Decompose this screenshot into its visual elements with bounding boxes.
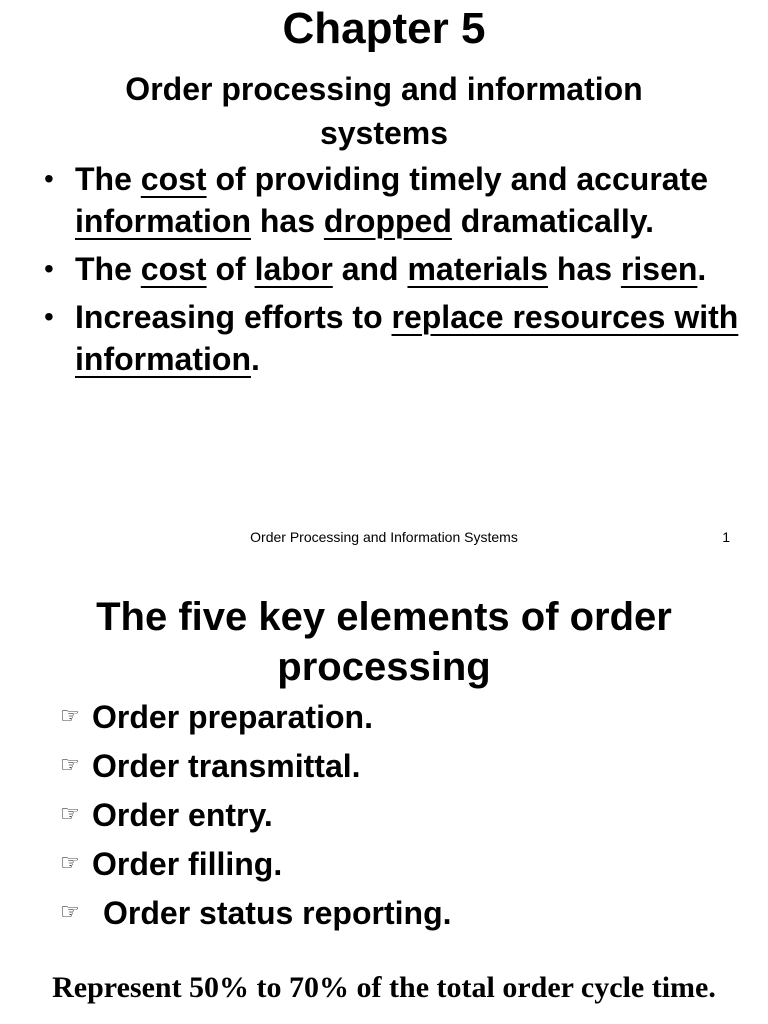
underlined-term: dropped (323, 203, 452, 239)
bullet-item (40, 158, 740, 242)
list-item-label: Order status reporting. (103, 895, 452, 931)
bullet-text: . (697, 251, 707, 287)
list-item (60, 747, 740, 796)
chapter-subtitle: Order processing and information systems (125, 71, 643, 151)
underlined-term: replace resources with information (75, 299, 739, 377)
bullet-dot: • (44, 301, 54, 332)
bullet-text: The (75, 251, 141, 287)
underlined-term: labor (254, 251, 333, 287)
pointing-hand-icon: ☞ (60, 704, 80, 729)
bullet-dot: • (44, 163, 54, 194)
list-item (60, 894, 740, 943)
slide-footer: Order Processing and Information Systems (250, 529, 518, 545)
summary-text: Represent 50% to 70% of the total order cycle time. (52, 971, 716, 1004)
elements-list (60, 698, 740, 943)
list-item (60, 845, 740, 894)
pointing-hand-icon: ☞ (60, 802, 80, 827)
bullet-text: The (75, 161, 141, 197)
bullet-text: . (250, 341, 260, 377)
list-item-label: Order filling. (92, 846, 283, 882)
underlined-term: information (75, 203, 251, 239)
bullet-text: of (206, 251, 255, 287)
pointing-hand-icon: ☞ (60, 851, 80, 876)
pointing-hand-icon: ☞ (60, 753, 80, 778)
bullet-item (40, 248, 740, 290)
list-item (60, 698, 740, 747)
chapter-title: Chapter 5 (282, 4, 486, 53)
bullet-dot: • (44, 253, 54, 284)
underlined-term: materials (407, 251, 548, 287)
elements-title: The five key elements of order processing (96, 595, 672, 689)
bullet-item (40, 296, 740, 380)
bullet-text: Increasing efforts to (75, 299, 392, 335)
bullet-text: dramatically. (451, 203, 655, 239)
underlined-term: cost (140, 251, 207, 287)
bullet-text: of providing timely and accurate (206, 161, 709, 197)
page-number: 1 (722, 529, 730, 545)
underlined-term: risen (620, 251, 698, 287)
slide-2 (0, 580, 768, 1024)
list-item-label: Order preparation. (92, 699, 373, 735)
bullet-text: has (548, 251, 621, 287)
list-item-label: Order entry. (92, 797, 273, 833)
bullet-list (40, 158, 740, 386)
list-item (60, 796, 740, 845)
underlined-term: cost (140, 161, 207, 197)
bullet-text: has (250, 203, 324, 239)
bullet-text: and (332, 251, 408, 287)
list-item-label: Order transmittal. (92, 748, 361, 784)
pointing-hand-icon: ☞ (60, 900, 80, 925)
